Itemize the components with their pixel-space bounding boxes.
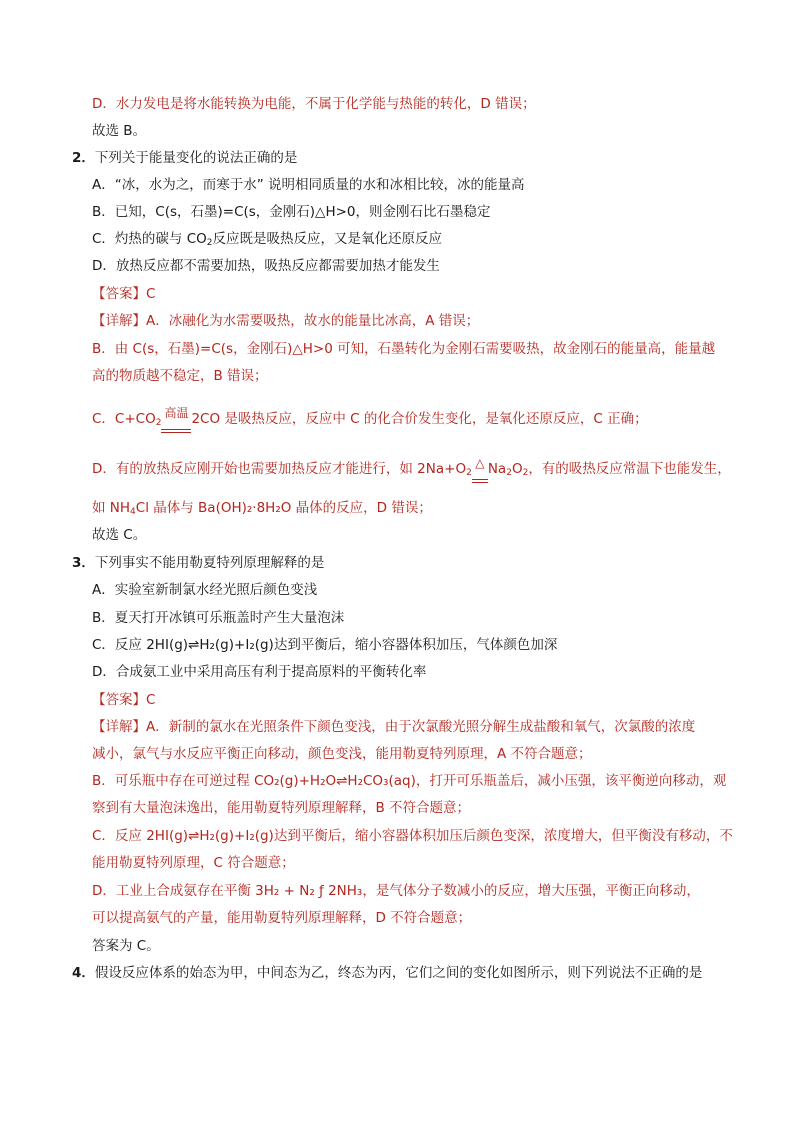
question-3-explanation: 【详解】A．新制的氯水在光照条件下颜色变浅，由于次氯酸光照分解生成盐酸和氧气，次氯酸的浓度 (92, 719, 696, 735)
question-3-explanation: 能用勒夏特列原理，C 符合题意； (92, 855, 295, 871)
question-2-explanation: B．由 C(s，石墨)=C(s，金刚石)△H>0 可知，石墨转化为金刚石需要吸热，故金刚石的能量高，能量越 (92, 341, 716, 357)
question-3-option-b: B．夏天打开冰镇可乐瓶盖时产生大量泡沫 (92, 610, 345, 626)
question-3-answer: 【答案】C (92, 692, 156, 708)
question-3-explanation: 察到有大量泡沫逸出，能用勒夏特列原理解释，B 不符合题意； (92, 800, 471, 816)
question-3-explanation: C．反应 2HI(g)⇌H₂(g)+I₂(g)达到平衡后，缩小容器体积加压后颜色变深，浓度增大，但平衡没有移动，不 (92, 828, 733, 844)
question-3-explanation: B．可乐瓶中存在可逆过程 CO₂(g)+H₂O⇌H₂CO₃(aq)，打开可乐瓶盖后，减小压强，该平衡逆向移动，观 (92, 773, 727, 789)
question-2-explanation: 高的物质越不稳定，B 错误； (92, 368, 268, 384)
question-4-stem: 4．假设反应体系的始态为甲，中间态为乙，终态为丙，它们之间的变化如图所示，则下列说法不正确的是 (72, 965, 703, 981)
explanation-line: D．水力发电是将水能转换为电能，不属于化学能与热能的转化，D 错误； (92, 96, 536, 112)
question-2-explanation: 【详解】A．冰融化为水需要吸热，故水的能量比冰高，A 错误； (92, 313, 480, 329)
question-3-stem: 3．下列事实不能用勒夏特列原理解释的是 (72, 555, 325, 571)
reaction-condition-arrow: 高温 (161, 420, 191, 433)
reaction-condition-arrow: △ (472, 470, 488, 483)
question-2-stem: 2．下列关于能量变化的说法正确的是 (72, 150, 298, 166)
conclusion-line: 答案为 C。 (92, 938, 160, 954)
question-2-option-c: C．灼热的碳与 $CO_2$反应既是吸热反应，又是氧化还原反应 (92, 231, 443, 248)
question-3-explanation: 减小，氯气与水反应平衡正向移动，颜色变浅，能用勒夏特列原理，A 不符合题意； (92, 746, 592, 762)
question-3-option-a: A．实验室新制氯水经光照后颜色变浅 (92, 582, 318, 598)
question-2-option-a: A．“冰，水为之，而寒于水” 说明相同质量的水和冰相比较，冰的能量高 (92, 177, 525, 193)
question-3-option-d: D．合成氨工业中采用高压有利于提高原料的平衡转化率 (92, 664, 427, 680)
question-2-option-b: B．已知，C(s，石墨)=C(s，金刚石)△H>0，则金刚石比石墨稳定 (92, 204, 491, 220)
question-2-explanation-equation: D．有的放热反应刚开始也需要加热反应才能进行，如 $2Na+O_2$ △ $Na_2O_2$，有的吸热反应常温下也能发生， (92, 459, 731, 483)
question-3-option-c: C．反应 2HI(g)⇌H₂(g)+I₂(g)达到平衡后，缩小容器体积加压，气体颜色加深 (92, 637, 558, 653)
question-2-option-d: D．放热反应都不需要加热，吸热反应都需要加热才能发生 (92, 258, 440, 274)
question-2-explanation: 如 $NH_4Cl$ 晶体与 Ba(OH)₂·8H₂O 晶体的反应，D 错误； (92, 500, 432, 517)
question-3-explanation: D．工业上合成氨存在平衡 3H₂ + N₂ ƒ 2NH₃，是气体分子数减小的反应，增大压强，平衡正向移动， (92, 883, 700, 899)
question-2-answer: 【答案】C (92, 286, 156, 302)
question-2-explanation-equation: C．$C+CO_2$ 高温 2CO 是吸热反应，反应中 C 的化合价发生变化，是氧化还原反应，C 正确； (92, 409, 648, 433)
conclusion-line: 故选 B。 (92, 123, 147, 139)
conclusion-line: 故选 C。 (92, 527, 147, 543)
question-3-explanation: 可以提高氨气的产量，能用勒夏特列原理解释，D 不符合题意； (92, 910, 472, 926)
